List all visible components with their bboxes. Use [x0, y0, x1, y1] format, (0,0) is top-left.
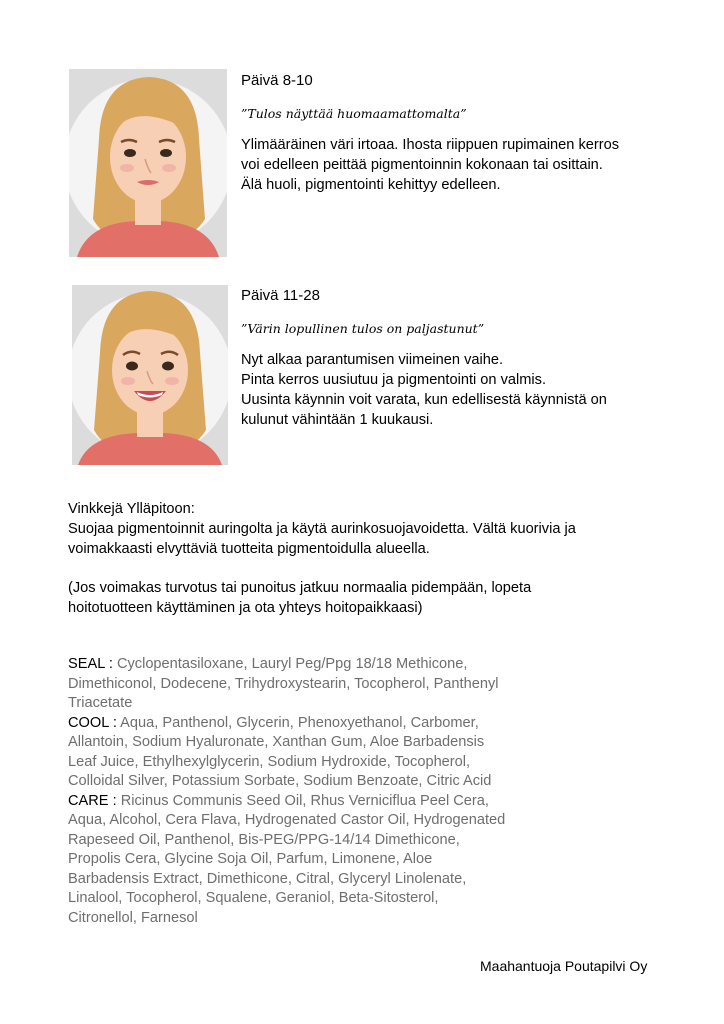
care-first-line: Ricinus Communis Seed Oil, Rhus Verniciflua Peel Cera, — [116, 792, 489, 809]
cool-ingredients — [68, 714, 505, 734]
stage-2-line: Nyt alkaa parantumisen viimeinen vaihe. — [241, 352, 504, 368]
cool-label: COOL : — [68, 714, 117, 731]
ingredient-line: Triacetate — [68, 695, 133, 711]
ingredient-line: Propolis Cera, Glycine Soja Oil, Parfum, Limonene, Aloe — [68, 851, 433, 867]
seal-label: SEAL : — [68, 656, 113, 672]
ingredient-line: Leaf Juice, Ethylhexylglycerin, Sodium Hydroxide, Tocopherol, — [68, 753, 471, 770]
stage-2-line: kulunut vähintään 1 kuukausi. — [241, 412, 434, 428]
care-label: CARE : — [68, 792, 117, 809]
cool-first-line: Aqua, Panthenol, Glycerin, Phenoxyethanol, Carbomer, — [116, 714, 479, 731]
woman-smiling-illustration — [72, 285, 228, 465]
tips-line: Suojaa pigmentoinnit auringolta ja käytä aurinkosuojavoidetta. Vältä kuorivia ja — [68, 521, 576, 537]
stage-1-quote: ”Tulos näyttää huomaamattomalta” — [241, 106, 467, 121]
seal-ingredients — [68, 655, 505, 675]
importer-footer: Maahantuoja Poutapilvi Oy — [480, 958, 648, 974]
seal-first-line: Cyclopentasiloxane, Lauryl Peg/Ppg 18/18 Methicone, — [112, 656, 468, 672]
ingredient-line: Allantoin, Sodium Hyaluronate, Xanthan Gum, Aloe Barbadensis — [68, 734, 485, 750]
stage-1-day: Päivä 8-10 — [241, 72, 313, 89]
ingredient-line: Dimethiconol, Dodecene, Trihydroxystearin, Tocopherol, Panthenyl — [68, 675, 499, 692]
stage-1-line: Älä huoli, pigmentointi kehittyy edelleen. — [241, 177, 501, 193]
ingredient-line: Aqua, Alcohol, Cera Flava, Hydrogenated Castor Oil, Hydrogenated — [68, 812, 506, 828]
stage-2 — [241, 287, 681, 430]
tips-heading: Vinkkejä Ylläpitoon: — [68, 501, 195, 517]
stage-2-line: Uusinta käynnin voit varata, kun edellisestä käynnistä on — [241, 392, 607, 408]
ingredient-line: Barbadensis Extract, Dimethicone, Citral, Glyceryl Linolenate, — [68, 870, 467, 887]
stage-1-body — [241, 135, 681, 195]
swelling-note — [68, 578, 531, 618]
note-line: hoitotuotteen käyttäminen ja ota yhteys hoitopaikkaasi) — [68, 600, 423, 616]
care-ingredients — [68, 792, 505, 812]
ingredients-list — [68, 655, 505, 928]
stage-1-line: Ylimääräinen väri irtoaa. Ihosta riippuen rupimainen kerros — [241, 137, 620, 153]
note-line: (Jos voimakas turvotus tai punoitus jatkuu normaalia pidempään, lopeta — [68, 580, 532, 596]
tips-line: voimakkaasti elvyttäviä tuotteita pigmentoidulla alueella. — [68, 541, 430, 557]
ingredient-line: Citronellol, Farnesol — [68, 909, 198, 926]
stage-2-day: Päivä 11-28 — [241, 287, 320, 304]
ingredient-line: Linalool, Tocopherol, Squalene, Geraniol, Beta-Sitosterol, — [68, 890, 439, 906]
stage-2-quote: ”Värin lopullinen tulos on paljastunut” — [241, 321, 485, 336]
stage-1-line: voi edelleen peittää pigmentoinnin kokonaan tai osittain. — [241, 157, 603, 173]
stage-1 — [241, 72, 681, 195]
stage-2-body — [241, 350, 681, 430]
maintenance-tips — [68, 499, 668, 559]
ingredient-line: Rapeseed Oil, Panthenol, Bis-PEG/PPG-14/14 Dimethicone, — [68, 831, 460, 848]
stage-2-line: Pinta kerros uusiutuu ja pigmentointi on valmis. — [241, 372, 547, 388]
ingredient-line: Colloidal Silver, Potassium Sorbate, Sodium Benzoate, Citric Acid — [68, 773, 492, 789]
woman-unsure-illustration — [69, 69, 227, 257]
